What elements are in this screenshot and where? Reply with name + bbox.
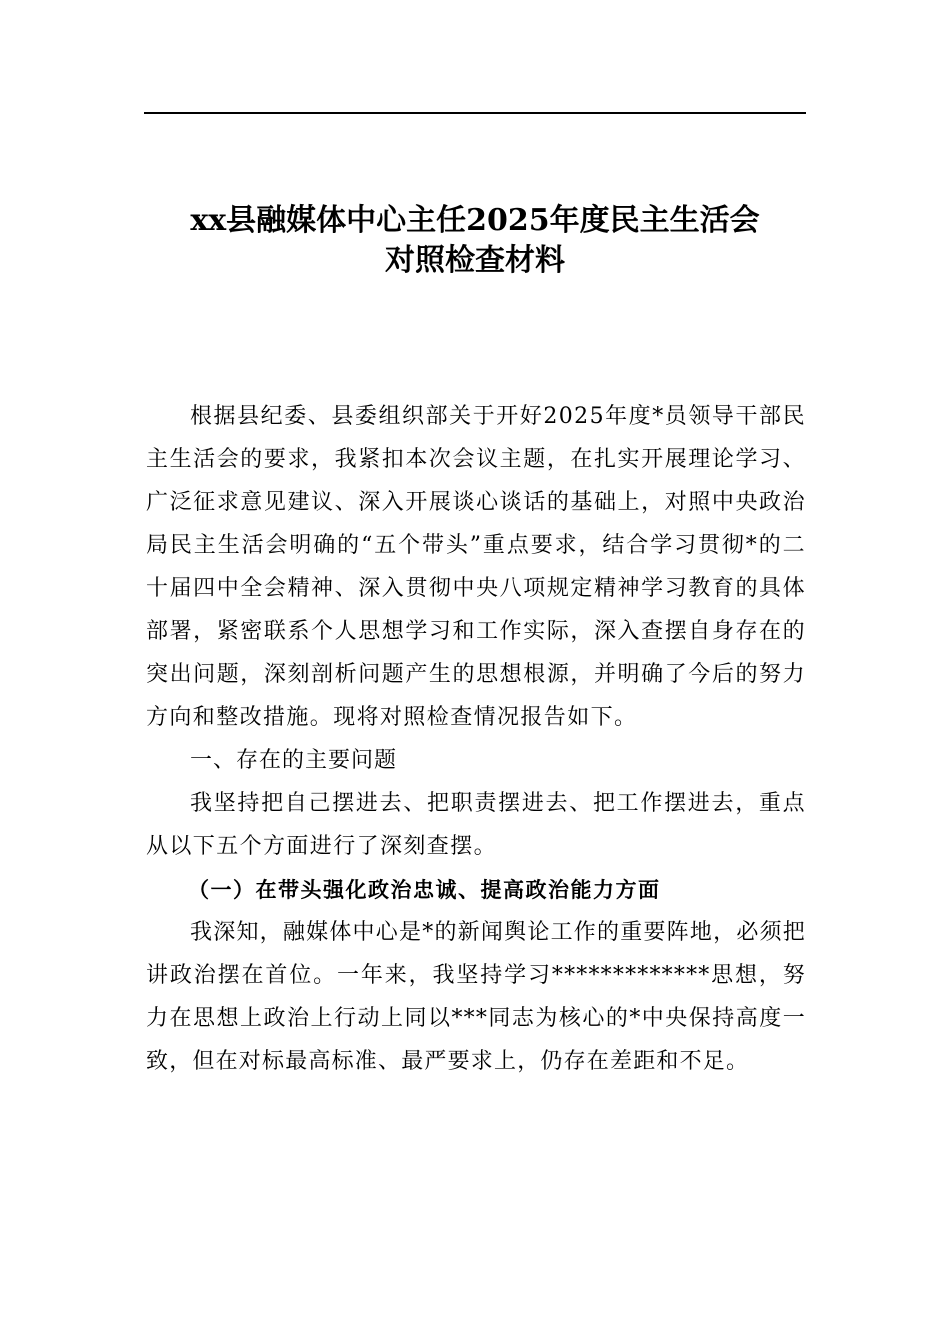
intro-paragraph: 根据县纪委、县委组织部关于开好2025年度*员领导干部民主生活会的要求，我紧扣本次会议主题，在扎实开展理论学习、广泛征求意见建议、深入开展谈心谈话的基础上，对照中央政治局民主生活会明确的“五个带头”重点要求，结合学习贯彻*的二十届四中全会精神、深入贯彻中央八项规定精神学习教育的具体部署，紧密联系个人思想学习和工作实际，深入查摆自身存在的突出问题，深刻剖析问题产生的思想根源，并明确了今后的努力方向和整改措施。现将对照检查情况报告如下。	[146, 404, 806, 730]
document-title-line-1: xx县融媒体中心主任2025年度民主生活会	[190, 203, 760, 238]
subsection-1-paragraph: 我深知，融媒体中心是*的新闻舆论工作的重要阵地，必须把讲政治摆在首位。一年来，我坚持学习*************思想，努力在思想上政治上行动上同以***同志为核心的*中央保持高度一致，但在对标最高标准、最严要求上，仍存在差距和不足。	[146, 920, 806, 1074]
document-title-line-2: 对照检查材料	[385, 243, 565, 278]
section-heading-1: 一、存在的主要问题	[190, 748, 398, 773]
document-body	[146, 395, 806, 1083]
section-1-intro-paragraph: 我坚持把自己摆进去、把职责摆进去、把工作摆进去，重点从以下五个方面进行了深刻查摆。	[146, 791, 806, 859]
header-rule	[144, 112, 806, 114]
subsection-heading-1: （一）在带头强化政治忠诚、提高政治能力方面	[188, 877, 661, 902]
